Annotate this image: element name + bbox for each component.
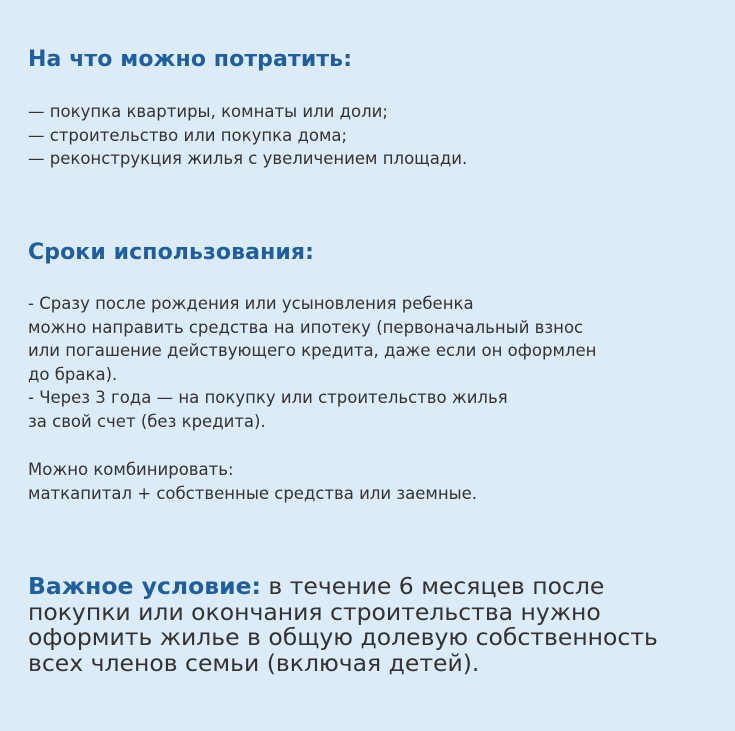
spend-list <box>28 100 467 171</box>
important-line: покупки или окончания строительства нужно <box>28 597 601 626</box>
terms-line: за свой счет (без кредита). <box>28 411 266 431</box>
combine-line: маткапитал + собственные средства или заемные. <box>28 483 478 503</box>
terms-line: можно направить средства на ипотеку (первоначальный взнос <box>28 317 584 337</box>
terms-line: - Через 3 года — на покупку или строительство жилья <box>28 388 508 407</box>
important-line: оформить жилье в общую долевую собственность <box>28 623 658 651</box>
important-line: всех членов семьи (включая детей). <box>28 648 480 677</box>
terms-text <box>28 292 596 433</box>
terms-line: - Сразу после рождения или усыновления ребенка <box>28 294 474 313</box>
terms-line: до брака). <box>28 364 118 384</box>
list-item: — покупка квартиры, комнаты или доли; <box>28 102 388 121</box>
combine-line: Можно комбинировать: <box>28 460 234 479</box>
list-item: — строительство или покупка дома; <box>28 125 348 145</box>
important-first-line <box>28 574 718 600</box>
combine-text <box>28 458 477 505</box>
list-item: — реконструкция жилья с увеличением площади. <box>28 149 468 168</box>
important-lead: Важное условие: <box>28 572 261 600</box>
important-note <box>28 574 718 676</box>
terms-line: или погашение действующего кредита, даже если он оформлен <box>28 341 597 360</box>
important-first-rest: в течение 6 месяцев после <box>260 572 605 600</box>
terms-heading: Сроки использования: <box>28 240 315 265</box>
spend-heading: На что можно потратить: <box>28 47 353 72</box>
